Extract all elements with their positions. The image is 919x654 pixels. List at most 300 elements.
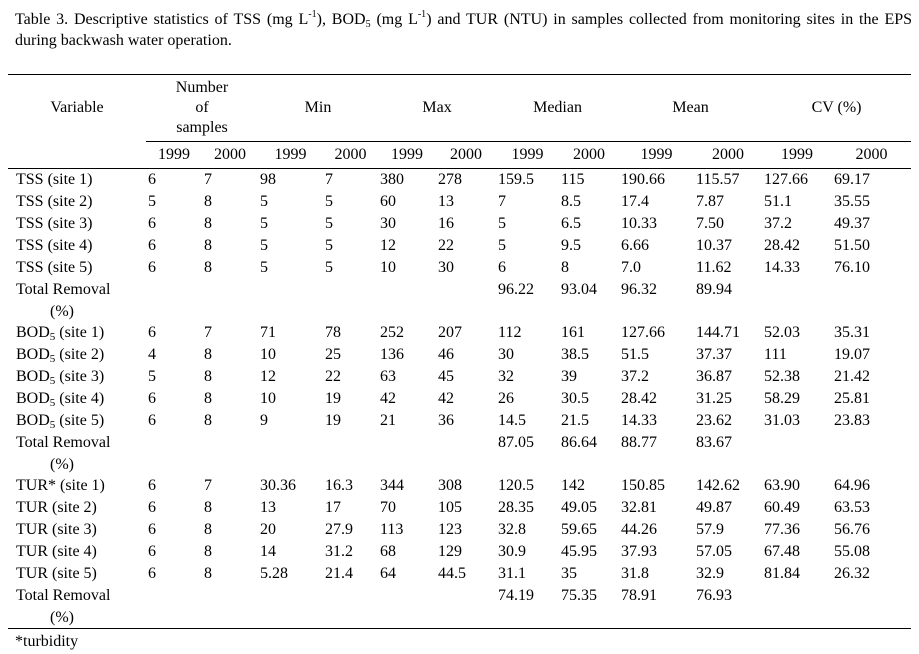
table-cell: [323, 454, 378, 475]
row-label: (%): [8, 607, 146, 629]
row-label: TUR (site 4): [16, 543, 97, 560]
table-caption: [15, 9, 912, 51]
caption-superscript: -1: [308, 8, 317, 20]
table-cell: 35.31: [834, 324, 871, 341]
table-cell: 52.38: [764, 368, 801, 385]
table-cell: 14.5: [498, 412, 527, 429]
table-cell: 35: [561, 565, 578, 582]
table-cell: 22: [438, 237, 455, 254]
table-cell: [762, 432, 832, 454]
table-cell: 35.55: [834, 193, 871, 210]
table-cell: [378, 585, 436, 607]
table-cell: 51.5: [621, 346, 650, 363]
table-cell: 6: [148, 390, 156, 407]
table-cell: 30.9: [498, 543, 527, 560]
table-cell: 78.91: [621, 587, 658, 604]
header-mean: Mean: [619, 75, 762, 142]
table-cell: [832, 607, 911, 629]
table-cell: [323, 607, 378, 629]
year-header: 1999: [378, 142, 436, 169]
table-cell: 6: [148, 543, 156, 560]
table-cell: 63: [380, 368, 397, 385]
table-cell: 20: [260, 521, 276, 538]
table-cell: [146, 607, 202, 629]
table-cell: [258, 301, 323, 322]
table-row: [8, 388, 911, 410]
table-cell: 127.66: [764, 171, 809, 188]
table-cell: 25.81: [834, 390, 871, 407]
year-header: 2000: [202, 142, 258, 169]
table-cell: 88.77: [621, 434, 658, 451]
table-cell: 6: [148, 499, 156, 516]
row-label: TUR (site 2): [16, 499, 97, 516]
year-header: 2000: [323, 142, 378, 169]
table-cell: 49.87: [696, 499, 733, 516]
table-cell: 6.66: [621, 237, 650, 254]
table-row: [8, 235, 911, 257]
table-cell: 5: [260, 215, 268, 232]
caption-text: (mg L: [370, 11, 418, 28]
table-cell: 26: [498, 390, 515, 407]
table-cell: 5: [260, 237, 268, 254]
table-cell: 9.5: [561, 237, 582, 254]
year-header: 1999: [762, 142, 832, 169]
table-cell: 6.5: [561, 215, 582, 232]
table-cell: 21: [380, 412, 397, 429]
table-cell: 12: [380, 237, 397, 254]
table-cell: 93.04: [561, 281, 598, 298]
table-cell: 64.96: [834, 477, 871, 494]
table-cell: [762, 301, 832, 322]
table-cell: 6: [148, 215, 156, 232]
table-cell: 8: [204, 193, 212, 210]
table-cell: 98: [260, 171, 276, 188]
row-label: BOD5 (site 5): [16, 412, 105, 431]
table-cell: 37.37: [696, 346, 733, 363]
table-cell: [146, 301, 202, 322]
table-cell: 27.9: [325, 521, 353, 538]
table-row: [8, 169, 911, 192]
table-cell: [496, 301, 559, 322]
table-cell: [559, 607, 619, 629]
table-cell: 16.3: [325, 477, 353, 494]
table-cell: 6: [498, 259, 507, 276]
table-row: [8, 454, 911, 475]
table-cell: 5: [325, 237, 333, 254]
table-cell: 111: [764, 346, 787, 363]
table-cell: 78: [325, 324, 341, 341]
row-label: BOD5 (site 1): [16, 324, 105, 343]
table-cell: 13: [438, 193, 455, 210]
header-max: Max: [378, 75, 496, 142]
table-cell: 23.62: [696, 412, 733, 429]
table-cell: 96.32: [621, 281, 658, 298]
table-row: [8, 432, 911, 454]
table-cell: [258, 585, 323, 607]
table-cell: 7: [204, 171, 212, 188]
table-cell: [559, 301, 619, 322]
table-cell: 30.5: [561, 390, 590, 407]
header-variable: Variable: [8, 75, 146, 142]
table-cell: 30: [380, 215, 397, 232]
caption-subscript: 5: [365, 19, 371, 30]
header-min: Min: [258, 75, 378, 142]
table-cell: 112: [498, 324, 522, 341]
table-cell: 159.5: [498, 171, 535, 188]
table-cell: 32.8: [498, 521, 527, 538]
table-cell: 96.22: [498, 281, 535, 298]
year-header: 1999: [146, 142, 202, 169]
table-cell: 63.90: [764, 477, 801, 494]
table-cell: 5.28: [260, 565, 288, 582]
table-cell: 8: [204, 390, 212, 407]
row-label: BOD5 (site 2): [16, 346, 105, 365]
table-cell: [202, 585, 258, 607]
footnote: *turbidity: [15, 633, 79, 650]
table-cell: 9: [260, 412, 268, 429]
table-cell: 56.76: [834, 521, 871, 538]
table-cell: 17.4: [621, 193, 650, 210]
caption-text: Table 3. Descriptive statistics of TSS (mg L: [15, 11, 309, 28]
table-cell: 71: [260, 324, 276, 341]
table-cell: 37.93: [621, 543, 658, 560]
table-cell: 44.5: [438, 565, 467, 582]
table-cell: [762, 454, 832, 475]
row-label: TSS (site 2): [16, 193, 93, 210]
table-cell: 6: [148, 237, 156, 254]
table-cell: 10: [260, 346, 276, 363]
caption-text: ) and TUR (NTU) in samples collected from monitoring sites in the EPS during backwash water operation.: [15, 11, 913, 49]
table-cell: [436, 454, 496, 475]
table-cell: 6: [148, 477, 156, 494]
table-cell: 21.4: [325, 565, 353, 582]
table-cell: [694, 607, 762, 629]
table-cell: [378, 432, 436, 454]
table-cell: 36: [438, 412, 455, 429]
table-cell: 32: [498, 368, 515, 385]
table-cell: 28.42: [621, 390, 658, 407]
table-cell: 31.8: [621, 565, 650, 582]
table-cell: [619, 607, 694, 629]
table-cell: 14.33: [621, 412, 658, 429]
table-cell: 81.84: [764, 565, 801, 582]
table-cell: 142.62: [696, 477, 741, 494]
table-cell: 14: [260, 543, 276, 560]
table-cell: 6: [148, 412, 156, 429]
table-cell: [258, 454, 323, 475]
year-header: 2000: [436, 142, 496, 169]
table-cell: 87.05: [498, 434, 535, 451]
table-row: [8, 563, 911, 585]
table-cell: [436, 607, 496, 629]
table-cell: 68: [380, 543, 397, 560]
row-label: Total Removal: [16, 434, 111, 451]
table-cell: 19: [325, 412, 341, 429]
table-cell: 129: [438, 543, 463, 560]
row-label: BOD5 (site 4): [16, 390, 105, 409]
table-cell: 42: [438, 390, 455, 407]
table-row: [8, 191, 911, 213]
table-cell: 30: [438, 259, 455, 276]
table-row: [8, 301, 911, 322]
table-cell: [258, 279, 323, 301]
table-cell: 28.42: [764, 237, 801, 254]
table-cell: 8: [561, 259, 570, 276]
table-cell: 8: [204, 543, 212, 560]
table-cell: 7: [325, 171, 333, 188]
table-cell: 207: [438, 324, 463, 341]
table-cell: 142: [561, 477, 586, 494]
table-cell: 5: [498, 237, 507, 254]
table-cell: 115: [561, 171, 585, 188]
table-cell: [202, 607, 258, 629]
table-cell: 60: [380, 193, 397, 210]
table-cell: 13: [260, 499, 276, 516]
table-cell: [146, 585, 202, 607]
table-cell: [832, 279, 911, 301]
table-cell: 12: [260, 368, 276, 385]
year-header: 1999: [619, 142, 694, 169]
year-header: 1999: [258, 142, 323, 169]
table-cell: 6: [148, 565, 156, 582]
table-cell: [258, 607, 323, 629]
table-cell: [436, 301, 496, 322]
table-cell: 5: [498, 215, 507, 232]
table-row: [8, 344, 911, 366]
table-cell: [436, 585, 496, 607]
table-cell: [323, 432, 378, 454]
table-cell: 10: [260, 390, 276, 407]
table-cell: 115.57: [696, 171, 740, 188]
table-cell: 44.26: [621, 521, 658, 538]
table-cell: [762, 585, 832, 607]
table-row: [8, 257, 911, 279]
table-cell: 36.87: [696, 368, 733, 385]
table-cell: 8: [204, 368, 212, 385]
table-cell: 6: [148, 259, 156, 276]
table-cell: [378, 279, 436, 301]
table-cell: 120.5: [498, 477, 535, 494]
table-cell: 6: [148, 521, 156, 538]
table-cell: 21.42: [834, 368, 871, 385]
table-cell: 31.25: [696, 390, 733, 407]
row-label: TUR (site 5): [16, 565, 97, 582]
table-cell: [832, 301, 911, 322]
table-cell: 16: [438, 215, 455, 232]
table-cell: 30.36: [260, 477, 296, 494]
table-cell: [202, 432, 258, 454]
table-cell: 77.36: [764, 521, 801, 538]
table-cell: 278: [438, 171, 463, 188]
row-label: TSS (site 5): [16, 259, 93, 276]
table-row: [8, 497, 911, 519]
table-cell: 59.65: [561, 521, 598, 538]
table-cell: 75.35: [561, 587, 598, 604]
header-blank: [8, 142, 146, 169]
table-cell: 105: [438, 499, 463, 516]
table-cell: 7: [204, 477, 212, 494]
year-header: 2000: [559, 142, 619, 169]
table-cell: 7.0: [621, 259, 642, 276]
table-cell: 46: [438, 346, 455, 363]
table-cell: 8: [204, 412, 212, 429]
table-cell: 344: [380, 477, 405, 494]
table-cell: [146, 432, 202, 454]
table-cell: [619, 454, 694, 475]
year-header-row: [8, 142, 911, 169]
table-row: [8, 519, 911, 541]
table-cell: 32.9: [696, 565, 725, 582]
row-label: TSS (site 1): [16, 171, 93, 188]
table-cell: 25: [325, 346, 341, 363]
table-cell: 8: [204, 565, 212, 582]
table-cell: 76.10: [834, 259, 871, 276]
table-cell: 6: [148, 324, 156, 341]
table-cell: 7.50: [696, 215, 725, 232]
table-cell: 10: [380, 259, 397, 276]
table-row: [8, 366, 911, 388]
table-cell: 5: [148, 193, 156, 210]
table-cell: [323, 585, 378, 607]
table-cell: 7: [204, 324, 212, 341]
table-cell: [258, 432, 323, 454]
table-cell: 123: [438, 521, 463, 538]
table-cell: [762, 279, 832, 301]
row-label: Total Removal: [16, 281, 111, 298]
table-cell: 83.67: [696, 434, 733, 451]
table-cell: [694, 301, 762, 322]
table-cell: 74.19: [498, 587, 535, 604]
year-header: 2000: [832, 142, 911, 169]
table-cell: 8: [204, 499, 212, 516]
year-header: 2000: [694, 142, 762, 169]
table-cell: 39: [561, 368, 578, 385]
table-row: [8, 541, 911, 563]
table-cell: 19.07: [834, 346, 871, 363]
table-cell: 8: [204, 259, 212, 276]
table-cell: [146, 279, 202, 301]
table-cell: 5: [260, 193, 268, 210]
table-cell: [832, 585, 911, 607]
table-cell: [323, 301, 378, 322]
table-cell: 5: [325, 215, 333, 232]
table-cell: 190.66: [621, 171, 666, 188]
table-cell: 7: [498, 193, 507, 210]
table-row: [8, 607, 911, 629]
table-cell: 52.03: [764, 324, 801, 341]
table-cell: 49.37: [834, 215, 871, 232]
table-cell: [694, 454, 762, 475]
table-cell: 67.48: [764, 543, 801, 560]
table-cell: 51.1: [764, 193, 793, 210]
table-row: [8, 213, 911, 235]
table-cell: 58.29: [764, 390, 801, 407]
table-row: [8, 279, 911, 301]
table-cell: [202, 454, 258, 475]
caption-superscript: -1: [417, 8, 427, 20]
table-cell: 19: [325, 390, 341, 407]
table-cell: 69.17: [834, 171, 871, 188]
table-cell: 31.03: [764, 412, 801, 429]
table-cell: [202, 279, 258, 301]
table-cell: 28.35: [498, 499, 535, 516]
table-cell: 76.93: [696, 587, 733, 604]
table-cell: 57.05: [696, 543, 733, 560]
table-cell: 32.81: [621, 499, 658, 516]
statistics-table: [8, 74, 911, 629]
table-cell: 308: [438, 477, 463, 494]
table-cell: 150.85: [621, 477, 666, 494]
table-cell: 5: [325, 193, 333, 210]
table-body: [8, 169, 911, 629]
table-cell: 31.2: [325, 543, 353, 560]
table-cell: [559, 454, 619, 475]
table-cell: 8: [204, 521, 212, 538]
table-cell: [378, 607, 436, 629]
table-cell: 8: [204, 346, 212, 363]
table-cell: [202, 301, 258, 322]
table-cell: 60.49: [764, 499, 801, 516]
table-cell: 30: [498, 346, 515, 363]
table-cell: 7.87: [696, 193, 725, 210]
header-cv: CV (%): [762, 75, 911, 142]
year-header: 1999: [496, 142, 559, 169]
row-label: TSS (site 3): [16, 215, 93, 232]
table-cell: 55.08: [834, 543, 871, 560]
table-cell: 70: [380, 499, 397, 516]
table-cell: 45: [438, 368, 455, 385]
table-cell: 23.83: [834, 412, 871, 429]
row-label: TUR (site 3): [16, 521, 97, 538]
table-cell: 51.50: [834, 237, 871, 254]
table-cell: 42: [380, 390, 397, 407]
table-cell: 89.94: [696, 281, 733, 298]
table-cell: 10.37: [696, 237, 733, 254]
table-cell: 6: [148, 171, 156, 188]
table-cell: 10.33: [621, 215, 658, 232]
table-cell: 127.66: [621, 324, 666, 341]
table-cell: 161: [561, 324, 586, 341]
table-cell: 4: [148, 346, 156, 363]
table-cell: 37.2: [764, 215, 793, 232]
table-cell: 5: [260, 259, 268, 276]
table-cell: [378, 454, 436, 475]
table-cell: 252: [380, 324, 405, 341]
table-cell: 86.64: [561, 434, 598, 451]
table-cell: 14.33: [764, 259, 801, 276]
table-cell: 37.2: [621, 368, 650, 385]
caption-text: ), BOD: [316, 11, 366, 28]
header-median: Median: [496, 75, 619, 142]
table-cell: 5: [148, 368, 156, 385]
table-cell: [323, 279, 378, 301]
table-cell: 5: [325, 259, 333, 276]
table-cell: [436, 432, 496, 454]
table-cell: 49.05: [561, 499, 598, 516]
table-cell: [436, 279, 496, 301]
row-label: BOD5 (site 3): [16, 368, 105, 387]
table-cell: 144.71: [696, 324, 741, 341]
header-row: [8, 75, 911, 142]
table-cell: 17: [325, 499, 341, 516]
row-label: TSS (site 4): [16, 237, 93, 254]
table-cell: 113: [380, 521, 404, 538]
table-cell: 380: [380, 171, 405, 188]
table-cell: [762, 607, 832, 629]
table-cell: [619, 301, 694, 322]
table-cell: 21.5: [561, 412, 590, 429]
table-cell: 11.62: [696, 259, 732, 276]
